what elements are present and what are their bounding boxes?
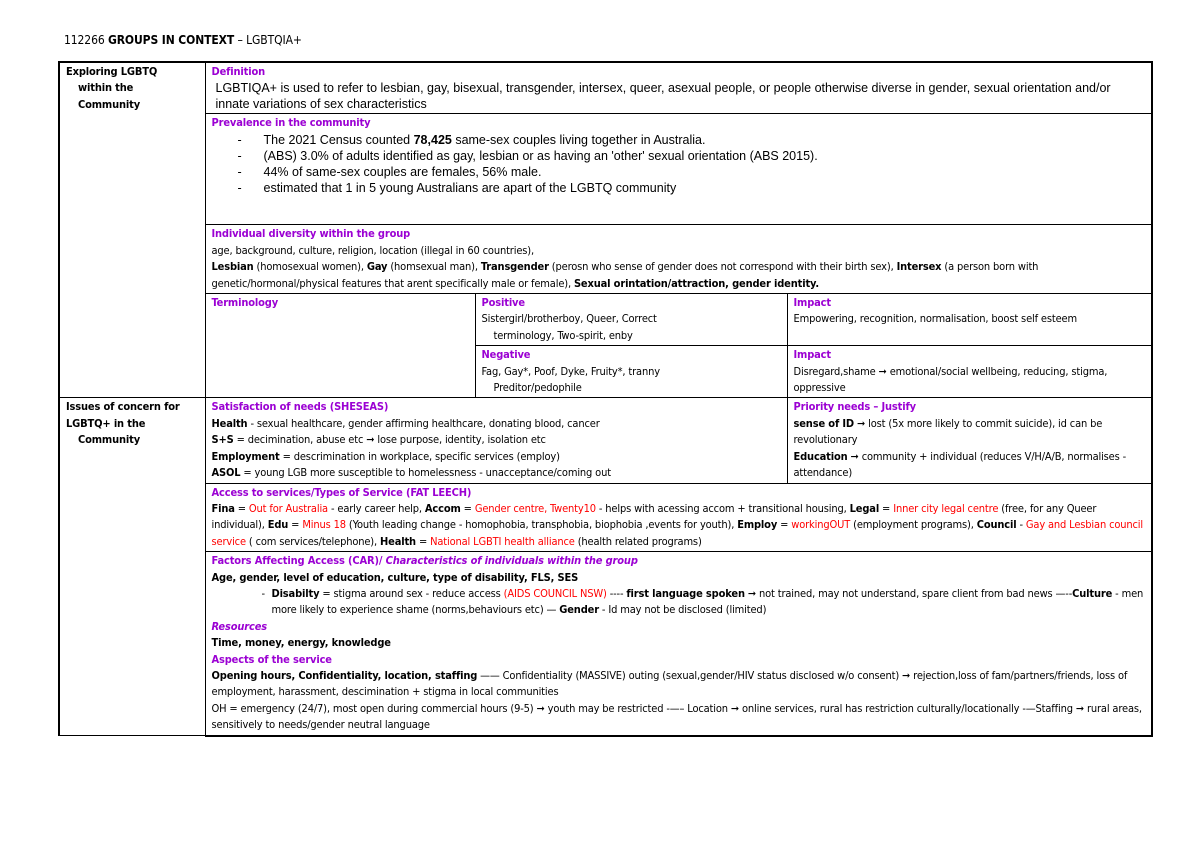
definition-cell xyxy=(205,62,1152,114)
diversity-heading: Individual diversity within the group xyxy=(211,227,411,241)
impact-heading: Impact xyxy=(793,348,831,362)
needs-row xyxy=(59,398,1152,483)
factors-detail: - Disabilty = stigma around sex - reduce access (AIDS COUNCIL NSW) ---- first language spoken ➞ not trained, may not understand, spare client from bad news —--Culture - men more likely to experience shame (norms,behaviours etc) — Gender - Id may not be disclosed (limited) xyxy=(261,586,1144,617)
row-label-exploring: Exploring LGBTQ within the Community xyxy=(59,62,205,398)
diversity-row xyxy=(59,225,1152,294)
needs-cell: Satisfaction of needs (SHESEAS) Health - sexual healthcare, gender affirming healthcare, donating blood, cancer S+S = decimination, abuse etc ➞ lose purpose, identity, isolation etc Employment = descrimination in workplace, specific services (employ) ASOL = young LGB more susceptible to homelessness - unacceptance/coming out xyxy=(205,398,787,483)
impact-heading: Impact xyxy=(793,296,831,310)
terminology-heading: Terminology xyxy=(211,296,279,310)
access-heading: Access to services/Types of Service (FAT LEECH) xyxy=(211,485,472,499)
positive-impact-cell: Impact Empowering, recognition, normalisation, boost self esteem xyxy=(787,294,1152,346)
page-title: 112266 GROUPS IN CONTEXT – LGBTQIA+ xyxy=(64,33,302,47)
aspects-heading: Aspects of the service xyxy=(211,652,332,666)
prevalence-cell xyxy=(205,114,1152,225)
opening-hours-text: OH = emergency (24/7), most open during commercial hours (9-5) ➞ youth may be restricted -—– Location ➞ online services, rural has restriction culturally/locationally -—Staffing ➞ rural areas, sensitively to needs/gender neutral language xyxy=(211,701,1142,732)
positive-heading: Positive xyxy=(481,296,525,310)
prevalence-row xyxy=(59,114,1152,225)
factors-row xyxy=(59,552,1152,736)
definition-row xyxy=(59,62,1152,114)
access-cell xyxy=(205,483,1152,552)
access-text: Fina = Out for Australia - early career help, Accom = Gender centre, Twenty10 - helps with acessing accom + transitional housing, Legal = Inner city legal centre (free, for any Queer individual), Edu = Minus 18 (Youth leading change - homophobia, transphobia, biophobia ,events for youth), Employ = workingOUT (employment programs), Council - Gay and Lesbian council service ( com services/telephone), Health = National LGBTI health alliance (health related programs) xyxy=(211,501,1143,548)
negative-terms-cell: Negative Fag, Gay*, Poof, Dyke, Fruity*, tranny Preditor/pedophile xyxy=(475,346,787,398)
diversity-cell: Individual diversity within the group age, background, culture, religion, location (illegal in 60 countries), Lesbian (homosexual women), Gay (homsexual man), Transgender (perosn who sense of gender does not correspond with their birth sex), Intersex (a person born with genetic/hormonal/physical features that arent specifically male or female), Sexual orintation/attraction, gender identity. xyxy=(205,225,1152,294)
negative-heading: Negative xyxy=(481,348,531,362)
list-item: - The 2021 Census counted 78,425 same-sex couples living together in Australia. xyxy=(238,132,1147,148)
row-label-issues: Issues of concern for LGBTQ+ in the Community xyxy=(59,398,205,736)
prevalence-heading: Prevalence in the community xyxy=(211,116,371,130)
negative-impact-cell: Impact Disregard,shame ➞ emotional/social wellbeing, reducing, stigma, oppressive xyxy=(787,346,1152,398)
priority-heading: Priority needs – Justify xyxy=(793,400,916,414)
factors-heading: Factors Affecting Access (CAR)/ Characteristics of individuals within the group xyxy=(211,554,638,568)
list-item: - estimated that 1 in 5 young Australians are apart of the LGBTQ community xyxy=(238,180,1147,196)
terminology-cell xyxy=(205,294,475,398)
diversity-text: Lesbian (homosexual women), Gay (homsexual man), Transgender (perosn who sense of gender does not correspond with their birth sex), Intersex (a person born with genetic/hormonal/physical features that arent specifically male or female), Sexual orintation/attraction, gender identity. xyxy=(211,260,1039,290)
definition-text: LGBTIQA+ is used to refer to lesbian, gay, bisexual, transgender, intersex, queer, asexual people, or people otherwise diverse in gender, sexual orientation and/or innate variations of sex characteristics xyxy=(215,81,1111,112)
needs-heading: Satisfaction of needs (SHESEAS) xyxy=(211,400,389,414)
list-item: - 44% of same-sex couples are females, 56% male. xyxy=(238,164,1147,180)
resources-heading: Resources xyxy=(211,619,268,633)
prevalence-list xyxy=(212,132,1147,196)
aspects-text: Opening hours, Confidentiality, location, staffing —— Confidentiality (MASSIVE) outing (sexual,gender/HIV status disclosed w/o consent) ➞ rejection,loss of fam/partners/friends, loss of employment, harassment, descimination + stigma in local communities xyxy=(211,668,1128,699)
priority-cell: Priority needs – Justify sense of ID ➞ lost (5x more likely to commit suicide), id can be revolutionary Education ➞ community + individual (reduces V/H/A/B, normalises - attendance) xyxy=(787,398,1152,483)
access-row xyxy=(59,483,1152,552)
page-title-code: 112266 xyxy=(64,33,105,47)
page-title-main: GROUPS IN CONTEXT xyxy=(107,33,235,47)
positive-terms-cell: Positive Sistergirl/brotherboy, Queer, Correct terminology, Two-spirit, enby xyxy=(475,294,787,346)
factors-cell: Factors Affecting Access (CAR)/ Characteristics of individuals within the group Age, gender, level of education, culture, type of disability, FLS, SES - Disabilty = stigma around sex - reduce access (AIDS COUNCIL NSW) ---- first language spoken ➞ not trained, may not understand, spare client from bad news —--Culture - men more likely to experience shame (norms,behaviours etc) — Gender - Id may not be disclosed (limited) Resources Time, money, energy, knowledge Aspects of the service Opening hours, Confidentiality, location, staffing —— Confidentiality (MASSIVE) outing (sexual,gender/HIV status disclosed w/o consent) ➞ rejection,loss of fam/partners/friends, loss of employment, harassment, descimination + stigma in local communities OH = emergency (24/7), most open during commercial hours (9-5) ➞ youth may be restricted -—– Location ➞ online services, rural has restriction culturally/locationally -—Staffing ➞ rural areas, sensitively to needs/gender neutral language xyxy=(205,552,1152,736)
page-title-sub: LGBTQIA+ xyxy=(246,33,302,47)
notes-table xyxy=(58,61,1153,737)
definition-heading: Definition xyxy=(211,65,266,78)
list-item: - (ABS) 3.0% of adults identified as gay, lesbian or as having an 'other' sexual orientation (ABS 2015). xyxy=(238,148,1147,164)
terminology-positive-row xyxy=(59,294,1152,346)
